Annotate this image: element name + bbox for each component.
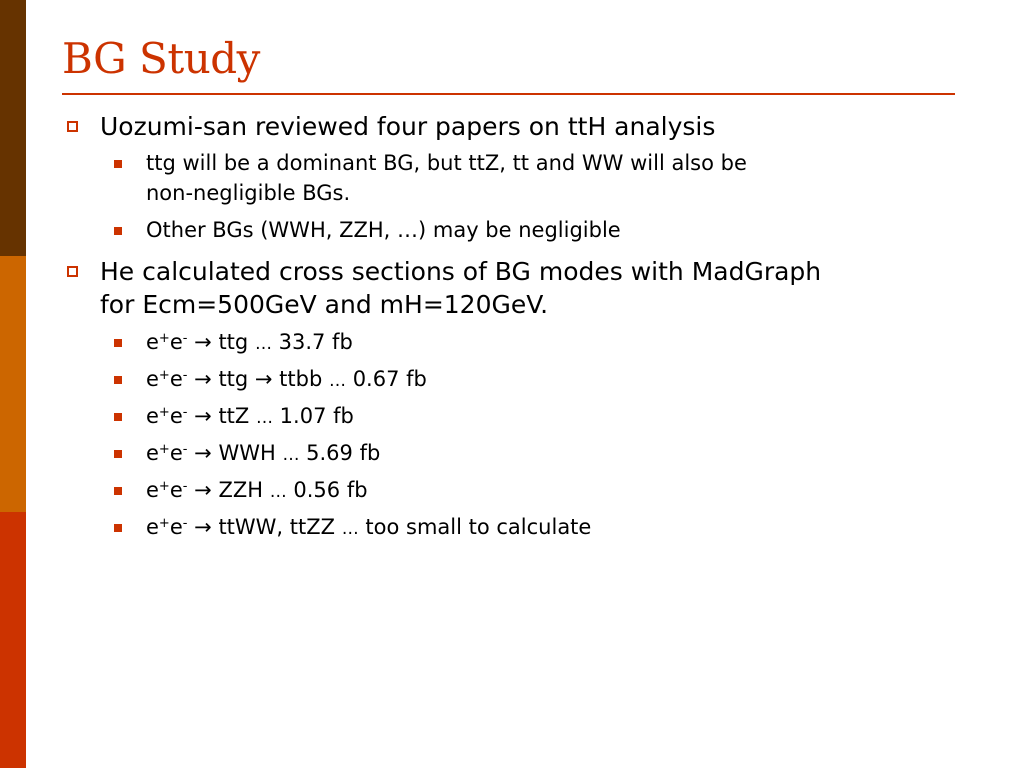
- ellipsis: …: [282, 445, 300, 465]
- sidebar-color-bar: [0, 0, 26, 768]
- title-divider: [62, 93, 955, 95]
- reaction-item: [62, 512, 952, 544]
- square-bullet-icon: [114, 227, 122, 235]
- reaction-item: [62, 475, 952, 507]
- square-bullet-icon: [114, 339, 122, 347]
- reaction-text: e+e- → ttg … 33.7 fb: [146, 330, 353, 354]
- square-bullet-icon: [114, 450, 122, 458]
- cross-section-value: 0.67 fb: [352, 367, 427, 391]
- reaction-products: ttZ: [218, 404, 250, 428]
- cross-section-value: too small to calculate: [365, 515, 592, 539]
- hollow-square-bullet-icon: [67, 266, 78, 277]
- arrow-icon: →: [194, 330, 212, 354]
- cross-section-value: 1.07 fb: [279, 404, 354, 428]
- sub-bullet-continuation: [62, 178, 952, 208]
- sidebar-segment-bottom: [0, 512, 26, 768]
- bullet-item: [62, 110, 952, 143]
- reaction-item: [62, 327, 952, 359]
- sidebar-segment-middle: [0, 256, 26, 512]
- arrow-icon: →: [194, 367, 212, 391]
- bullet-text: Uozumi-san reviewed four papers on ttH analysis: [100, 112, 716, 141]
- bullet-continuation: [62, 288, 952, 321]
- reaction-products: ZZH: [218, 478, 264, 502]
- bullet-text: for Ecm=500GeV and mH=120GeV.: [100, 290, 549, 319]
- square-bullet-icon: [114, 413, 122, 421]
- sub-bullet-item: [62, 148, 952, 178]
- arrow-icon: →: [194, 515, 212, 539]
- reaction-text: e+e- → ttZ … 1.07 fb: [146, 404, 354, 428]
- reaction-products: WWH: [218, 441, 276, 465]
- ellipsis: …: [269, 482, 287, 502]
- reaction-text: e+e- → WWH … 5.69 fb: [146, 441, 381, 465]
- ellipsis: …: [341, 519, 359, 539]
- reaction-item: [62, 438, 952, 470]
- ellipsis: …: [329, 371, 346, 391]
- cross-section-value: 5.69 fb: [306, 441, 381, 465]
- sub-bullet-text: non-negligible BGs.: [146, 181, 351, 205]
- sidebar-segment-top: [0, 0, 26, 256]
- slide-title: BG Study: [62, 34, 260, 83]
- cross-section-value: 0.56 fb: [293, 478, 368, 502]
- hollow-square-bullet-icon: [67, 121, 78, 132]
- reaction-products: ttWW, ttZZ: [218, 515, 336, 539]
- arrow-icon: →: [194, 478, 212, 502]
- sub-bullet-text: Other BGs (WWH, ZZH, …) may be negligible: [146, 218, 621, 242]
- cross-section-value: 33.7 fb: [278, 330, 353, 354]
- ellipsis: …: [255, 408, 273, 428]
- reaction-item: [62, 401, 952, 433]
- reaction-products: ttg: [218, 330, 249, 354]
- bullet-text: He calculated cross sections of BG modes with MadGraph: [100, 257, 822, 286]
- reaction-products: ttg → ttbb: [218, 367, 323, 391]
- reaction-text: e+e- → ttWW, ttZZ … too small to calculate: [146, 515, 592, 539]
- sub-bullet-item: [62, 215, 952, 245]
- square-bullet-icon: [114, 487, 122, 495]
- reaction-text: e+e- → ZZH … 0.56 fb: [146, 478, 368, 502]
- reaction-text: e+e- → ttg → ttbb … 0.67 fb: [146, 367, 427, 391]
- bullet-item: [62, 255, 952, 288]
- arrow-icon: →: [194, 404, 212, 428]
- arrow-icon: →: [194, 441, 212, 465]
- reaction-item: [62, 364, 952, 396]
- sub-bullet-text: ttg will be a dominant BG, but ttZ, tt and WW will also be: [146, 151, 747, 175]
- ellipsis: …: [254, 334, 272, 354]
- square-bullet-icon: [114, 376, 122, 384]
- square-bullet-icon: [114, 160, 122, 168]
- square-bullet-icon: [114, 524, 122, 532]
